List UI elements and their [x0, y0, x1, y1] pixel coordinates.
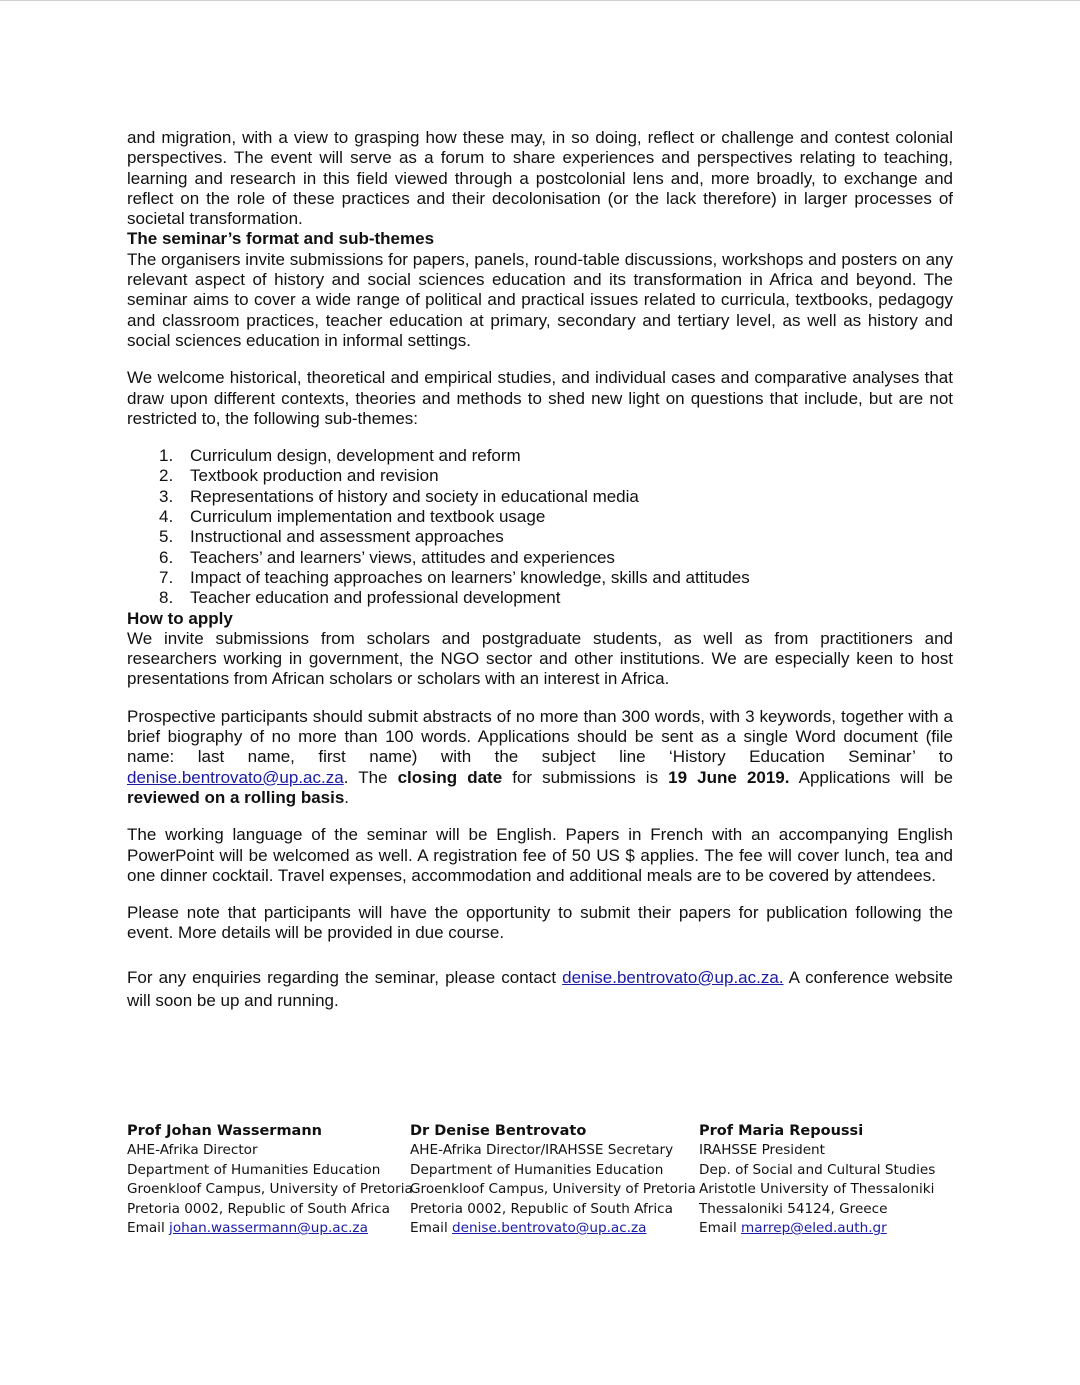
- list-item-text: Instructional and assessment approaches: [190, 527, 504, 547]
- apply-paragraph-4: Please note that participants will have the opportunity to submit their papers for publication following the event. More details will be provided in due course.: [127, 903, 953, 943]
- list-item-number: 6.: [159, 547, 174, 567]
- list-item-text: Curriculum design, development and reform: [190, 446, 521, 466]
- enquiry-email-link[interactable]: denise.bentrovato@up.ac.za.: [562, 967, 784, 987]
- list-item-text: Teachers’ and learners’ views, attitudes and experiences: [190, 547, 615, 567]
- signatory-email-line: [410, 1219, 696, 1238]
- apply-paragraph-1: We invite submissions from scholars and postgraduate students, as well as from practitioners and researchers working in government, the NGO sector and other institutions. We are especially keen to host presentations from African scholars or scholars with an interest in Africa.: [127, 628, 953, 689]
- apply-p2-text: . The: [343, 767, 398, 787]
- signatory-role: IRAHSSE President: [699, 1142, 826, 1159]
- signatory-name: Prof Maria Repoussi: [699, 1123, 864, 1139]
- list-item-number: 8.: [159, 588, 174, 608]
- list-item: [127, 507, 953, 527]
- signatory-campus: Groenkloof Campus, University of Pretoria: [127, 1181, 413, 1198]
- list-item: [127, 446, 953, 466]
- apply-paragraph-2: [127, 707, 953, 808]
- signatory-email-line: [127, 1219, 413, 1238]
- contact-email-link[interactable]: denise.bentrovato@up.ac.za: [127, 767, 344, 787]
- list-item: [127, 548, 953, 568]
- closing-date-value: 19 June 2019.: [668, 767, 790, 787]
- apply-p5-text: A conference website will soon be up and running.: [127, 967, 953, 1010]
- apply-heading: How to apply: [127, 608, 233, 628]
- signatory-email-link[interactable]: johan.wassermann@up.ac.za: [169, 1220, 368, 1237]
- signatory-department: Department of Humanities Education: [127, 1161, 381, 1178]
- closing-date-label: closing date: [397, 767, 503, 787]
- list-item: [127, 527, 953, 547]
- signatory-email-line: [699, 1219, 935, 1238]
- list-item-number: 3.: [159, 486, 174, 506]
- list-item: [127, 466, 953, 486]
- email-label: Email: [410, 1220, 453, 1237]
- apply-p5-text: For any enquiries regarding the seminar, please contact: [127, 967, 563, 987]
- list-item-number: 7.: [159, 567, 174, 587]
- signatory-address: Thessaloniki 54124, Greece: [699, 1200, 888, 1217]
- format-paragraph-2: We welcome historical, theoretical and empirical studies, and individual cases and comparative analyses that draw upon different contexts, theories and methods to shed new light on questions that include, but are not restricted to, the following sub-themes:: [127, 368, 953, 428]
- signatory-repoussi: [699, 1122, 935, 1238]
- apply-p2-text: .: [344, 787, 350, 807]
- list-item-text: Curriculum implementation and textbook usage: [190, 507, 546, 527]
- email-label: Email: [127, 1220, 170, 1237]
- signatory-role: AHE-Afrika Director/IRAHSSE Secretary: [410, 1142, 674, 1159]
- list-item-text: Representations of history and society in educational media: [190, 486, 639, 506]
- signatory-department: Department of Humanities Education: [410, 1161, 664, 1178]
- top-border-line: [0, 0, 1080, 1]
- signatory-department: Dep. of Social and Cultural Studies: [699, 1161, 936, 1178]
- signatory-name: Prof Johan Wassermann: [127, 1123, 322, 1139]
- signatory-role: AHE-Afrika Director: [127, 1142, 258, 1159]
- rolling-basis-text: reviewed on a rolling basis: [127, 787, 345, 807]
- list-item-text: Impact of teaching approaches on learners’ knowledge, skills and attitudes: [190, 567, 750, 587]
- apply-p2-text: for submissions is: [502, 767, 669, 787]
- apply-p2-text: Prospective participants should submit abstracts of no more than 300 words, with 3 keywords, together with a brief biography of no more than 100 words. Applications should be sent as a single Word document (file name: last name, first name) with the subject line ‘History Education Seminar’ to: [127, 706, 953, 767]
- signatory-address: Pretoria 0002, Republic of South Africa: [127, 1200, 390, 1217]
- list-item-text: Textbook production and revision: [190, 466, 439, 486]
- apply-paragraph-5: [127, 966, 953, 1012]
- format-heading: The seminar’s format and sub-themes: [127, 229, 435, 249]
- list-item-number: 1.: [159, 446, 174, 466]
- signatory-name: Dr Denise Bentrovato: [410, 1123, 587, 1139]
- signatory-bentrovato: [410, 1122, 696, 1238]
- signatory-address: Pretoria 0002, Republic of South Africa: [410, 1200, 673, 1217]
- list-item: [127, 487, 953, 507]
- intro-paragraph: and migration, with a view to grasping how these may, in so doing, reflect or challenge and contest colonial perspectives. The event will serve as a forum to share experiences and perspectives relating to teaching, learning and research in this field viewed through a postcolonial lens and, more broadly, to exchange and reflect on the role of these practices and their decolonisation (or the lack therefore) in larger processes of societal transformation.: [127, 128, 953, 229]
- apply-p2-text: Applications will be: [789, 767, 954, 787]
- list-item: [127, 588, 953, 608]
- format-paragraph-1: The organisers invite submissions for papers, panels, round-table discussions, workshops and posters on any relevant aspect of history and social sciences education and its transformation in Africa and beyond. The seminar aims to cover a wide range of political and practical issues related to curricula, textbooks, pedagogy and classroom practices, teacher education at primary, secondary and tertiary level, as well as history and social sciences education in informal settings.: [127, 249, 953, 350]
- signatory-email-link[interactable]: denise.bentrovato@up.ac.za: [452, 1220, 647, 1237]
- signatory-campus: Aristotle University of Thessaloniki: [699, 1181, 935, 1198]
- email-label: Email: [699, 1220, 742, 1237]
- subthemes-list: [127, 446, 953, 608]
- list-item-number: 5.: [159, 527, 174, 547]
- apply-paragraph-3: The working language of the seminar will be English. Papers in French with an accompanying English PowerPoint will be welcomed as well. A registration fee of 50 US $ applies. The fee will cover lunch, tea and one dinner cocktail. Travel expenses, accommodation and additional meals are to be covered by attendees.: [127, 825, 953, 885]
- list-item: [127, 568, 953, 588]
- list-item-number: 4.: [159, 507, 174, 527]
- document-body: [127, 128, 953, 1012]
- signatory-wassermann: [127, 1122, 413, 1238]
- signatory-campus: Groenkloof Campus, University of Pretoria: [410, 1181, 696, 1198]
- signatory-email-link[interactable]: marrep@eled.auth.gr: [741, 1220, 887, 1237]
- list-item-number: 2.: [159, 466, 174, 486]
- list-item-text: Teacher education and professional development: [190, 588, 561, 608]
